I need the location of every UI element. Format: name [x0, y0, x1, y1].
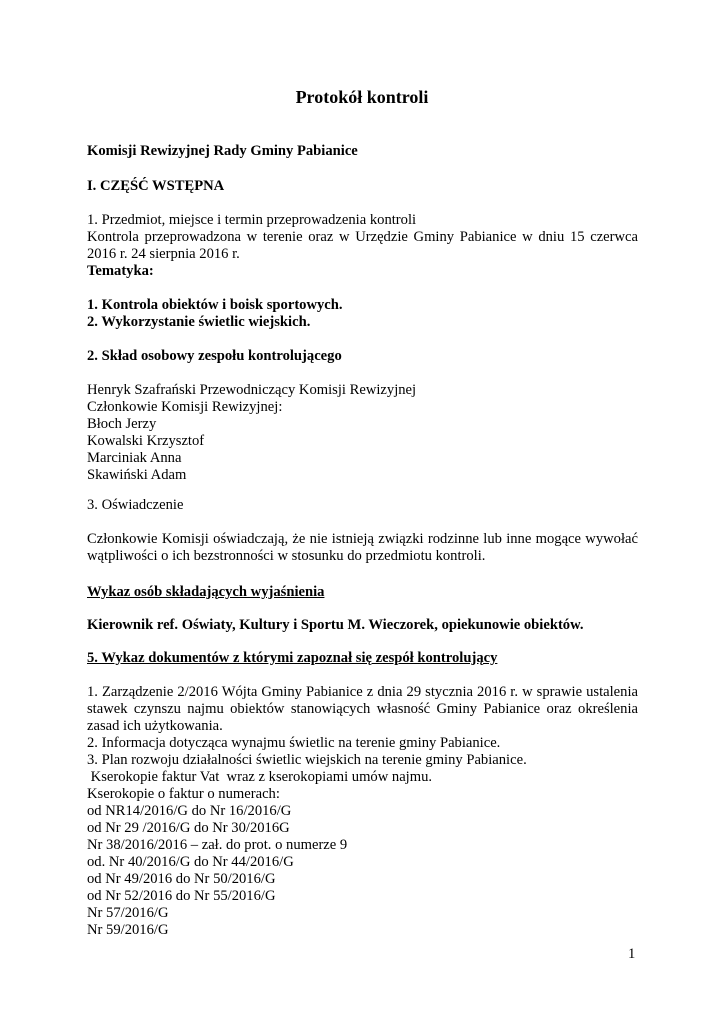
- document-1: 1. Zarządzenie 2/2016 Wójta Gminy Pabianice z dnia 29 stycznia 2016 r. w sprawie ustalenia stawek czynszu najmu obiektów stanowiących własność Gminy Pabianice oraz określenia zasad ich użytkowania.: [87, 684, 638, 734]
- item1-text: Kontrola przeprowadzona w terenie oraz w Urzędzie Gminy Pabianice w dniu 15 czerwca 2016 r. 24 sierpnia 2016 r.: [87, 229, 638, 262]
- member-name: Skawiński Adam: [87, 467, 187, 483]
- invoice-range: od NR14/2016/G do Nr 16/2016/G: [87, 803, 292, 819]
- member-name: Kowalski Krzysztof: [87, 433, 205, 449]
- member-name: Marciniak Anna: [87, 450, 182, 466]
- document-line: 2. Informacja dotycząca wynajmu świetlic na terenie gminy Pabianice.: [87, 735, 501, 751]
- item5-heading: 5. Wykaz dokumentów z którymi zapoznał się zespół kontrolujący: [87, 650, 498, 666]
- declaration-text: Członkowie Komisji oświadczają, że nie istnieją związki rodzinne lub inne mogące wywołać wątpliwości o ich bezstronności w stosunku do przedmiotu kontroli.: [87, 531, 638, 564]
- item3-heading: 3. Oświadczenie: [87, 497, 184, 513]
- committee-heading: Komisji Rewizyjnej Rady Gminy Pabianice: [87, 143, 358, 159]
- section1-heading: I. CZĘŚĆ WSTĘPNA: [87, 178, 225, 194]
- document-title: Protokół kontroli: [295, 87, 429, 107]
- document-line: Kserokopie faktur Vat wraz z kserokopiami umów najmu.: [87, 769, 433, 785]
- invoice-range: od. Nr 40/2016/G do Nr 44/2016/G: [87, 854, 294, 870]
- item1-heading: 1. Przedmiot, miejsce i termin przeprowadzenia kontroli: [87, 212, 417, 228]
- topic-2: 2. Wykorzystanie świetlic wiejskich.: [87, 314, 311, 330]
- invoice-range: Nr 59/2016/G: [87, 922, 169, 938]
- page-number: 1: [628, 946, 636, 962]
- invoice-range: Nr 38/2016/2016 – zał. do prot. o numerze 9: [87, 837, 348, 853]
- document-line: Kserokopie o faktur o numerach:: [87, 786, 280, 802]
- explanations-heading: Wykaz osób składających wyjaśnienia: [87, 584, 325, 600]
- document-line: 3. Plan rozwoju działalności świetlic wiejskich na terenie gminy Pabianice.: [87, 752, 527, 768]
- invoice-range: od Nr 52/2016 do Nr 55/2016/G: [87, 888, 276, 904]
- members-label: Członkowie Komisji Rewizyjnej:: [87, 399, 283, 415]
- invoice-range: od Nr 49/2016 do Nr 50/2016/G: [87, 871, 276, 887]
- explanations-text: Kierownik ref. Oświaty, Kultury i Sportu M. Wieczorek, opiekunowie obiektów.: [87, 617, 584, 633]
- item2-heading: 2. Skład osobowy zespołu kontrolującego: [87, 348, 342, 364]
- topics-label: Tematyka:: [87, 263, 154, 279]
- member-chair: Henryk Szafrański Przewodniczący Komisji Rewizyjnej: [87, 382, 417, 398]
- topic-1: 1. Kontrola obiektów i boisk sportowych.: [87, 297, 343, 313]
- invoice-range: od Nr 29 /2016/G do Nr 30/2016G: [87, 820, 290, 836]
- member-name: Błoch Jerzy: [87, 416, 157, 432]
- invoice-range: Nr 57/2016/G: [87, 905, 169, 921]
